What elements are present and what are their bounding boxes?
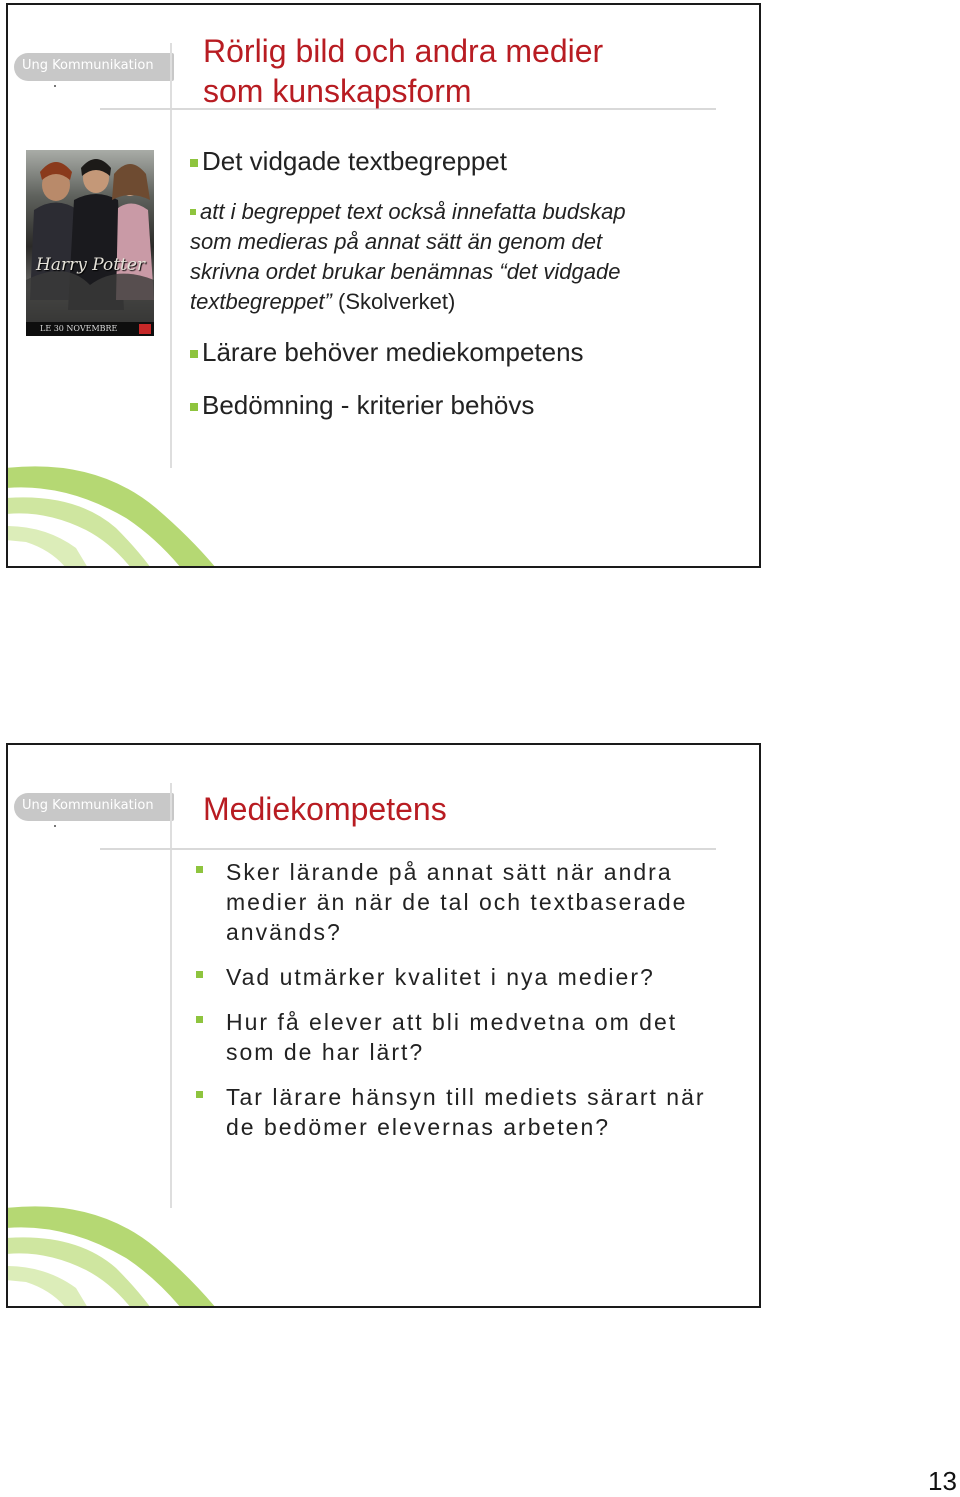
bullet-item: Tar lärare hänsyn till mediets särart när de bedömer elevernas arbeten? <box>192 1082 752 1142</box>
poster-badge <box>139 324 151 334</box>
vertical-divider <box>170 783 172 1208</box>
sub-bullet-item: att i begreppet text också innefatta budskap som medieras på annat sätt än genom det skrivna ordet brukar benämnas “det vidgade textbegreppet” (Skolverket) <box>190 199 626 314</box>
bullet-item: Vad utmärker kvalitet i nya medier? <box>192 962 752 992</box>
movie-poster-image <box>26 150 154 336</box>
slide-1 <box>6 3 761 568</box>
bullet-square-icon <box>196 1091 203 1098</box>
green-swoosh-decoration <box>6 448 246 568</box>
poster-date: LE 30 NOVEMBRE <box>40 324 118 333</box>
bullet-square-icon <box>190 350 198 358</box>
source-note: (Skolverket) <box>338 289 456 314</box>
bullet-square-icon <box>190 159 198 167</box>
bullet-item: Lärare behöver mediekompetens <box>190 337 584 367</box>
title-line: Rörlig bild och andra medier <box>203 33 604 69</box>
poster-date-strip <box>26 322 154 336</box>
bullet-item: Sker lärande på annat sätt när andra medier än när de tal och textbaserade används? <box>192 857 752 947</box>
logo-dot <box>54 85 56 87</box>
bullet-square-icon <box>196 971 203 978</box>
slide-title: Mediekompetens <box>203 791 447 827</box>
bullet-item: Det vidgade textbegreppet <box>190 146 507 176</box>
slide-title <box>203 31 603 111</box>
bullet-item: Hur få elever att bli medvetna om det som de har lärt? <box>192 1007 752 1067</box>
logo-dot <box>54 825 56 827</box>
page-number: 13 <box>928 1466 957 1496</box>
logo-text: Ung Kommunikation <box>22 58 154 73</box>
poster-figures <box>26 150 154 336</box>
bullet-square-icon <box>190 209 196 215</box>
title-line: som kunskapsform <box>203 73 472 109</box>
logo-bar <box>14 53 174 81</box>
bullet-item: Bedömning - kriterier behövs <box>190 390 534 420</box>
bullet-list <box>192 857 752 1157</box>
bullet-square-icon <box>196 866 203 873</box>
poster-title: Harry Potter <box>36 255 146 275</box>
bullet-square-icon <box>190 403 198 411</box>
bullet-square-icon <box>196 1016 203 1023</box>
green-swoosh-decoration <box>6 1188 246 1308</box>
vertical-divider <box>170 43 172 468</box>
logo-bar <box>14 793 174 821</box>
title-underline <box>100 848 716 850</box>
slide-2 <box>6 743 761 1308</box>
logo-text: Ung Kommunikation <box>22 798 154 813</box>
